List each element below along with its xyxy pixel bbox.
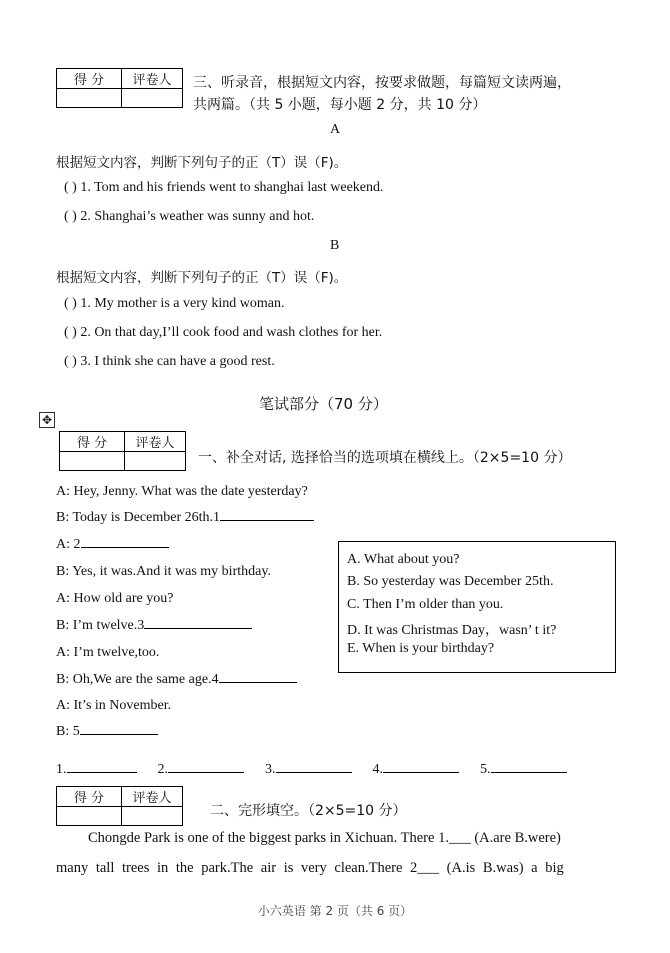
score-table-dialogue [59, 431, 186, 471]
answer-blank-2[interactable] [168, 771, 244, 773]
answer-blank-1[interactable] [67, 771, 137, 773]
answer-blank[interactable] [80, 733, 158, 735]
section1-heading: 一、补全对话, 选择恰当的选项填在横线上。（2×5=10 分） [198, 450, 572, 466]
dialogue-line-6: B: I’m twelve.3 [56, 618, 252, 634]
option-a: A. What about you? [347, 552, 460, 567]
dialogue-line-7: A: I’m twelve,too. [56, 645, 160, 660]
passage-line-1: Chongde Park is one of the biggest parks in Xichuan. There 1.___ (A.are B.were) [88, 830, 561, 846]
grader-cell[interactable] [122, 89, 183, 108]
part-b-item-3: ( ) 3. I think she can have a good rest. [64, 354, 275, 369]
grader-header: 评卷人 [125, 432, 186, 452]
option-b: B. So yesterday was December 25th. [347, 574, 554, 589]
score-cell[interactable] [57, 807, 122, 826]
grader-cell[interactable] [125, 452, 186, 471]
part-a-item-1: ( ) 1. Tom and his friends went to shanghai last weekend. [64, 180, 384, 195]
answer-blank-5[interactable] [491, 771, 567, 773]
answer-blank[interactable] [81, 546, 169, 548]
section3-heading-line2: 共两篇。（共 5 小题，每小题 2 分，共 10 分） [193, 97, 487, 113]
answer-blank-4[interactable] [383, 771, 459, 773]
page-footer: 小六英语 第 2 页（共 6 页） [257, 904, 413, 918]
passage-line-2: many tall trees in the park.The air is very clean.There 2___ (A.is B.was) a big [56, 860, 564, 876]
dialogue-line-3: A: 2 [56, 537, 169, 553]
part-b-item-2: ( ) 2. On that day,I’ll cook food and wash clothes for her. [64, 325, 383, 340]
score-header: 得 分 [60, 432, 125, 452]
part-a-label: A [330, 122, 341, 137]
score-header: 得 分 [57, 787, 122, 807]
dialogue-line-8: B: Oh,We are the same age.4 [56, 672, 297, 688]
answer-blank[interactable] [220, 519, 314, 521]
dialogue-line-4: B: Yes, it was.And it was my birthday. [56, 564, 271, 579]
part-a-item-2: ( ) 2. Shanghai’s weather was sunny and hot. [64, 209, 315, 224]
score-table-listening [56, 68, 183, 108]
dialogue-line-9: A: It’s in November. [56, 698, 172, 713]
part-b-label: B [330, 238, 340, 253]
grader-cell[interactable] [122, 807, 183, 826]
options-box [338, 541, 616, 673]
section2-heading: 二、完形填空。（2×5=10 分） [210, 803, 407, 819]
answer-blank[interactable] [219, 681, 297, 683]
dialogue-line-10: B: 5 [56, 724, 158, 740]
score-header: 得 分 [57, 69, 122, 89]
dialogue-line-1: A: Hey, Jenny. What was the date yesterday? [56, 484, 308, 499]
dialogue-line-2: B: Today is December 26th.1 [56, 510, 314, 526]
answer-blank[interactable] [144, 627, 252, 629]
score-table-cloze [56, 786, 183, 826]
option-e: E. When is your birthday? [347, 641, 495, 656]
score-cell[interactable] [57, 89, 122, 108]
answer-blank-3[interactable] [276, 771, 352, 773]
part-b-item-1: ( ) 1. My mother is a very kind woman. [64, 296, 285, 311]
option-d: D. It was Christmas Day，wasn’ t it? [347, 623, 557, 638]
dialogue-line-5: A: How old are you? [56, 591, 174, 606]
answer-row: 1. 2. 3. 4. 5. [56, 762, 567, 778]
score-cell[interactable] [60, 452, 125, 471]
written-part-title: 笔试部分（70 分） [259, 395, 388, 413]
section3-heading-line1: 三、听录音，根据短文内容，按要求做题，每篇短文读两遍， [193, 75, 571, 91]
grader-header: 评卷人 [122, 69, 183, 89]
move-handle-icon[interactable]: ✥ [39, 412, 55, 428]
option-c: C. Then I’m older than you. [347, 597, 504, 612]
grader-header: 评卷人 [122, 787, 183, 807]
part-a-instruction: 根据短文内容，判断下列句子的正（T）误（F)。 [56, 155, 348, 171]
part-b-instruction: 根据短文内容，判断下列句子的正（T）误（F)。 [56, 270, 348, 286]
